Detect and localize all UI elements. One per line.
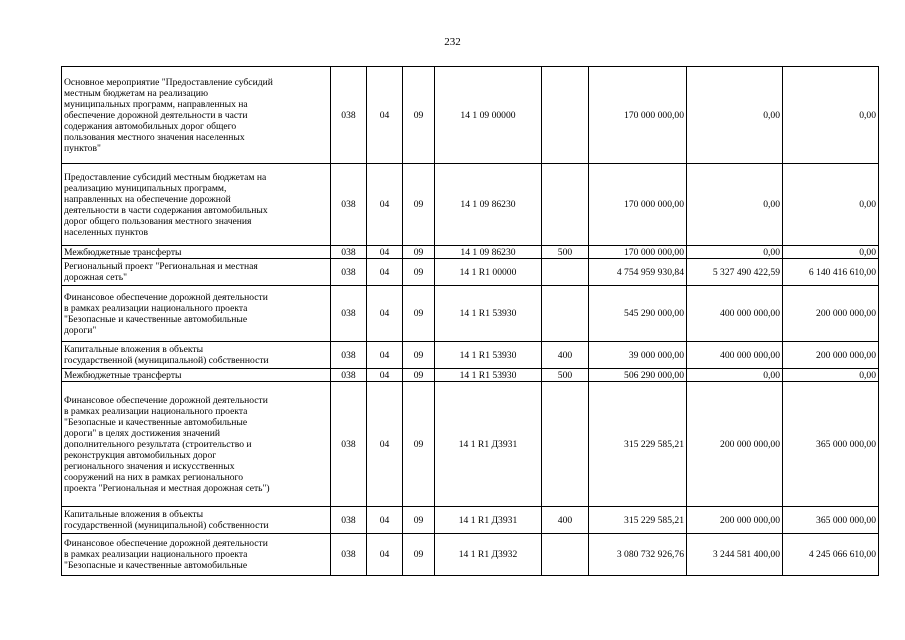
amount-year-3: 4 245 066 610,00 [783,534,879,576]
subsection-code: 09 [403,286,435,342]
expense-type [542,259,589,286]
target-article: 14 1 R1 00000 [435,259,542,286]
expense-type [542,534,589,576]
target-article: 14 1 R1 53930 [435,369,542,382]
amount-year-1: 3 080 732 926,76 [589,534,687,576]
ministry-code: 038 [331,164,367,246]
section-code: 04 [367,67,403,164]
amount-year-1: 506 290 000,00 [589,369,687,382]
amount-year-1: 170 000 000,00 [589,164,687,246]
table-row [62,286,879,342]
amount-year-2: 200 000 000,00 [687,507,783,534]
amount-year-1: 170 000 000,00 [589,67,687,164]
table-row [62,164,879,246]
row-name: Финансовое обеспечение дорожной деятельности в рамках реализации национального проекта "Безопасные и качественные автомобильные [62,534,331,576]
amount-year-1: 545 290 000,00 [589,286,687,342]
amount-year-3: 365 000 000,00 [783,382,879,507]
subsection-code: 09 [403,534,435,576]
table-row [62,259,879,286]
expense-type: 500 [542,369,589,382]
ministry-code: 038 [331,342,367,369]
amount-year-2: 3 244 581 400,00 [687,534,783,576]
amount-year-3: 0,00 [783,164,879,246]
target-article: 14 1 R1 53930 [435,342,542,369]
subsection-code: 09 [403,164,435,246]
expense-type [542,286,589,342]
row-name: Межбюджетные трансферты [62,369,331,382]
amount-year-2: 0,00 [687,246,783,259]
amount-year-1: 315 229 585,21 [589,507,687,534]
amount-year-2: 0,00 [687,67,783,164]
section-code: 04 [367,246,403,259]
target-article: 14 1 R1 Д3931 [435,507,542,534]
row-name: Региональный проект "Региональная и местная дорожная сеть" [62,259,331,286]
row-name: Основное мероприятие "Предоставление субсидий местным бюджетам на реализацию муниципальных программ, направленных на обеспечение дорожной деятельности в части содержания автомобильных дорог общего пользования местного значения населенных пунктов" [62,67,331,164]
amount-year-2: 400 000 000,00 [687,342,783,369]
section-code: 04 [367,507,403,534]
expense-type [542,382,589,507]
table-row [62,534,879,576]
ministry-code: 038 [331,286,367,342]
row-name: Финансовое обеспечение дорожной деятельности в рамках реализации национального проекта "Безопасные и качественные автомобильные дороги" в целях достижения значений дополнительного результата (строительство и реконструкция автомобильных дорог регионального значения и искусственных сооружений на них в рамках регионального проекта "Региональная и местная дорожная сеть") [62,382,331,507]
section-code: 04 [367,382,403,507]
row-name: Финансовое обеспечение дорожной деятельности в рамках реализации национального проекта "Безопасные и качественные автомобильные дороги" [62,286,331,342]
section-code: 04 [367,164,403,246]
row-name: Межбюджетные трансферты [62,246,331,259]
table-row [62,342,879,369]
row-name: Предоставление субсидий местным бюджетам на реализацию муниципальных программ, направленных на обеспечение дорожной деятельности в части содержания автомобильных дорог общего пользования местного значения населенных пунктов [62,164,331,246]
section-code: 04 [367,369,403,382]
subsection-code: 09 [403,259,435,286]
target-article: 14 1 R1 Д3931 [435,382,542,507]
page-number: 232 [444,36,461,48]
row-name: Капитальные вложения в объекты государственной (муниципальной) собственности [62,342,331,369]
section-code: 04 [367,259,403,286]
subsection-code: 09 [403,369,435,382]
ministry-code: 038 [331,382,367,507]
target-article: 14 1 R1 Д3932 [435,534,542,576]
ministry-code: 038 [331,246,367,259]
row-name: Капитальные вложения в объекты государственной (муниципальной) собственности [62,507,331,534]
subsection-code: 09 [403,246,435,259]
amount-year-3: 365 000 000,00 [783,507,879,534]
target-article: 14 1 09 86230 [435,246,542,259]
amount-year-3: 0,00 [783,246,879,259]
table-row [62,67,879,164]
table-row [62,246,879,259]
amount-year-1: 4 754 959 930,84 [589,259,687,286]
ministry-code: 038 [331,259,367,286]
target-article: 14 1 09 00000 [435,67,542,164]
expense-type [542,164,589,246]
amount-year-3: 0,00 [783,369,879,382]
subsection-code: 09 [403,507,435,534]
target-article: 14 1 09 86230 [435,164,542,246]
amount-year-3: 200 000 000,00 [783,342,879,369]
table-row [62,507,879,534]
amount-year-3: 6 140 416 610,00 [783,259,879,286]
amount-year-1: 170 000 000,00 [589,246,687,259]
ministry-code: 038 [331,369,367,382]
amount-year-2: 0,00 [687,164,783,246]
subsection-code: 09 [403,67,435,164]
section-code: 04 [367,534,403,576]
amount-year-3: 200 000 000,00 [783,286,879,342]
table-row [62,382,879,507]
target-article: 14 1 R1 53930 [435,286,542,342]
amount-year-2: 200 000 000,00 [687,382,783,507]
amount-year-1: 39 000 000,00 [589,342,687,369]
subsection-code: 09 [403,382,435,507]
budget-table [61,66,879,576]
amount-year-2: 400 000 000,00 [687,286,783,342]
amount-year-2: 0,00 [687,369,783,382]
subsection-code: 09 [403,342,435,369]
expense-type [542,67,589,164]
amount-year-2: 5 327 490 422,59 [687,259,783,286]
amount-year-3: 0,00 [783,67,879,164]
expense-type: 400 [542,507,589,534]
ministry-code: 038 [331,67,367,164]
ministry-code: 038 [331,534,367,576]
section-code: 04 [367,286,403,342]
table-row [62,369,879,382]
amount-year-1: 315 229 585,21 [589,382,687,507]
ministry-code: 038 [331,507,367,534]
expense-type: 500 [542,246,589,259]
section-code: 04 [367,342,403,369]
expense-type: 400 [542,342,589,369]
